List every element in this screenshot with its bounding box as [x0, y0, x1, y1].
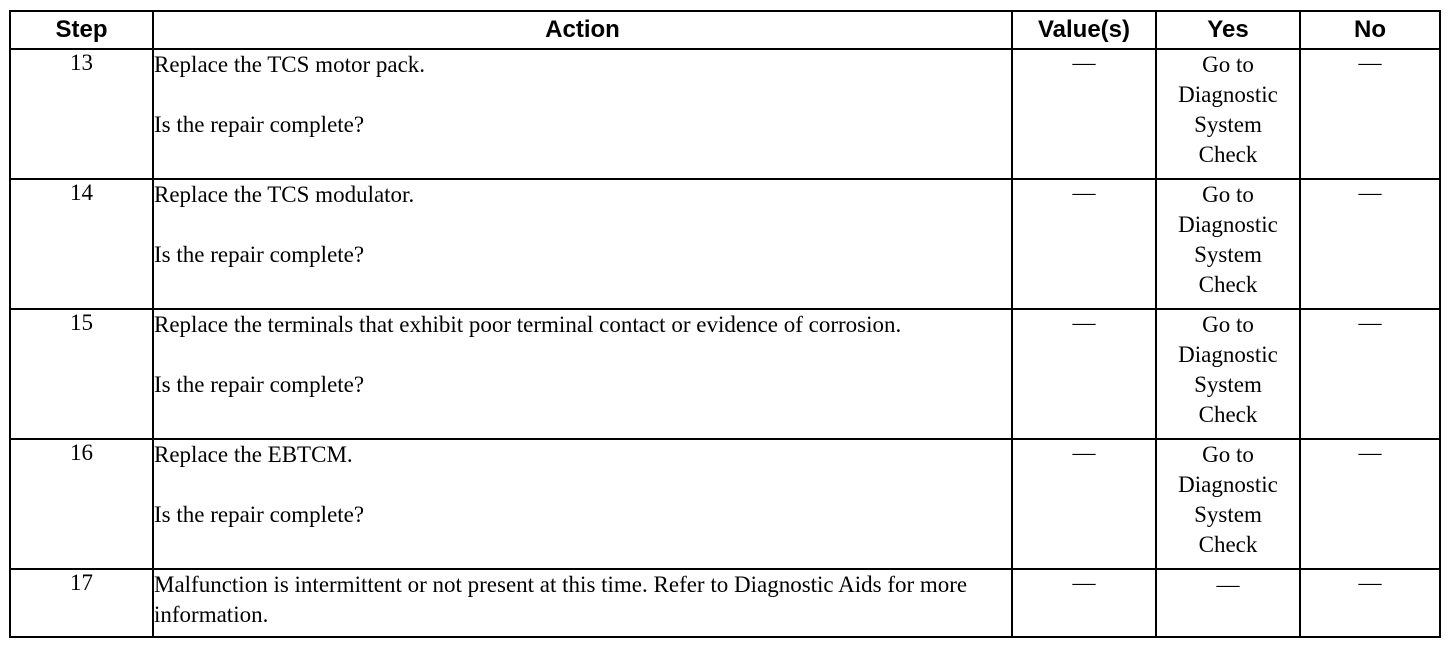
- value-cell: —: [1012, 569, 1156, 637]
- yes-line: Check: [1198, 142, 1258, 167]
- yes-line: System: [1194, 112, 1262, 137]
- action-text: Replace the EBTCM.: [154, 442, 353, 467]
- table-row: [10, 179, 1440, 309]
- action-text: Malfunction is intermittent or not present at this time. Refer to Diagnostic Aids for more information.: [154, 572, 968, 627]
- yes-line: Diagnostic: [1178, 212, 1278, 237]
- action-text: Replace the TCS motor pack.: [154, 52, 426, 77]
- step-number: 14: [10, 179, 153, 309]
- question-text: Is the repair complete?: [154, 112, 365, 137]
- step-number: 13: [10, 49, 153, 179]
- yes-line: Go to: [1202, 182, 1254, 207]
- header-step: Step: [10, 11, 153, 49]
- table-row: [10, 439, 1440, 569]
- yes-line: Go to: [1202, 52, 1254, 77]
- yes-cell: [1156, 309, 1300, 439]
- yes-line: Check: [1198, 532, 1258, 557]
- action-cell: [153, 49, 1012, 179]
- step-number: 17: [10, 569, 153, 637]
- question-text: Is the repair complete?: [154, 502, 365, 527]
- yes-line: Go to: [1202, 442, 1254, 467]
- no-cell: —: [1300, 309, 1440, 439]
- yes-line: System: [1194, 242, 1262, 267]
- table-row: [10, 569, 1440, 637]
- action-cell: [153, 439, 1012, 569]
- yes-line: System: [1194, 502, 1262, 527]
- no-cell: —: [1300, 179, 1440, 309]
- table-header-row: [10, 11, 1440, 49]
- step-number: 16: [10, 439, 153, 569]
- header-action: Action: [153, 11, 1012, 49]
- yes-line: Go to: [1202, 312, 1254, 337]
- table-row: [10, 49, 1440, 179]
- question-text: Is the repair complete?: [154, 242, 365, 267]
- yes-cell: [1156, 179, 1300, 309]
- table-row: [10, 309, 1440, 439]
- yes-line: Check: [1198, 272, 1258, 297]
- step-number: 15: [10, 309, 153, 439]
- yes-line: Diagnostic: [1178, 342, 1278, 367]
- action-cell: [153, 309, 1012, 439]
- value-cell: —: [1012, 179, 1156, 309]
- header-no: No: [1300, 11, 1440, 49]
- value-cell: —: [1012, 439, 1156, 569]
- yes-line: Diagnostic: [1178, 82, 1278, 107]
- yes-cell: —: [1156, 569, 1300, 637]
- diagnostic-table: [9, 10, 1441, 638]
- yes-cell: [1156, 439, 1300, 569]
- action-cell: [153, 569, 1012, 637]
- yes-line: Check: [1198, 402, 1258, 427]
- no-cell: —: [1300, 49, 1440, 179]
- value-cell: —: [1012, 49, 1156, 179]
- question-text: Is the repair complete?: [154, 372, 365, 397]
- header-values: Value(s): [1012, 11, 1156, 49]
- yes-line: System: [1194, 372, 1262, 397]
- no-cell: —: [1300, 569, 1440, 637]
- action-text: Replace the terminals that exhibit poor terminal contact or evidence of corrosion.: [154, 312, 902, 337]
- no-cell: —: [1300, 439, 1440, 569]
- action-cell: [153, 179, 1012, 309]
- action-text: Replace the TCS modulator.: [154, 182, 415, 207]
- yes-line: Diagnostic: [1178, 472, 1278, 497]
- yes-cell: [1156, 49, 1300, 179]
- value-cell: —: [1012, 309, 1156, 439]
- header-yes: Yes: [1156, 11, 1300, 49]
